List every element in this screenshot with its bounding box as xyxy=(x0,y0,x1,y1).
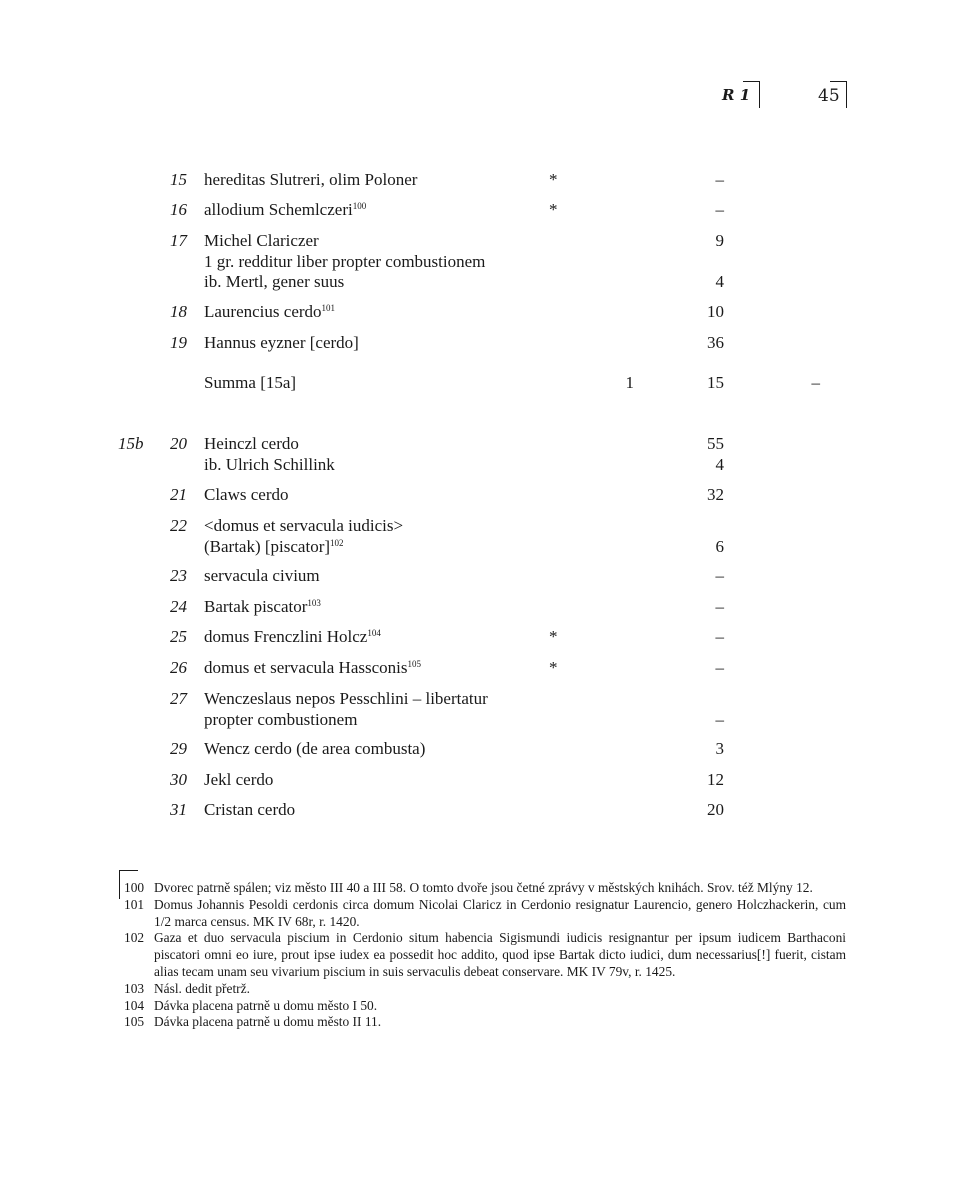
entry-line xyxy=(0,252,960,273)
footnote-text: Dávka placena patrně u domu město I 50. xyxy=(154,997,378,1013)
footnote-ref: 102 xyxy=(330,537,344,548)
table-row xyxy=(0,485,960,506)
entry-text: Heinczl cerdo xyxy=(204,434,299,453)
entry-line xyxy=(0,272,960,293)
table-row xyxy=(0,800,960,821)
entry-text: servacula civium xyxy=(204,566,320,585)
footnotes xyxy=(0,880,960,1031)
amount-col1: 1 xyxy=(625,373,634,392)
entry-number: 24 xyxy=(170,597,187,616)
entry-text: ib. Ulrich Schillink xyxy=(204,454,335,474)
entry-text: Cristan cerdo xyxy=(204,800,296,819)
footnote-ref: 103 xyxy=(307,598,321,608)
entry-number: 15 xyxy=(170,170,187,189)
entry-number: 18 xyxy=(170,302,187,321)
entry-number: 16 xyxy=(170,200,187,219)
entry-text: domus Frenczlini Holcz$^{104}$ xyxy=(204,627,381,646)
table-row xyxy=(0,658,960,679)
entry-number: 27 xyxy=(170,689,187,708)
footnote-ref: 100 xyxy=(352,201,367,211)
amount-col2: 32 xyxy=(707,485,724,504)
footnote-text: Dvorec patrně spálen; viz město III 40 a III 58. O tomto dvoře jsou četné zprávy v městských knihách. Srov. též Mlýny 12. xyxy=(154,880,813,895)
entry-number: 19 xyxy=(170,333,187,352)
table-row xyxy=(0,739,960,760)
footnote xyxy=(0,1014,960,1031)
table-row xyxy=(0,200,960,221)
amount-col2: 6 xyxy=(715,536,724,556)
amount-col2: 9 xyxy=(715,231,724,250)
entry-number: 22 xyxy=(170,516,187,535)
footnote-ref: 105 xyxy=(407,659,421,669)
entry-number: 23 xyxy=(170,566,187,585)
entry-line xyxy=(0,627,960,648)
footnote xyxy=(0,880,960,897)
amount-col2: – xyxy=(715,658,724,677)
footnote-number: 101 xyxy=(124,896,145,912)
entry-number: 25 xyxy=(170,627,187,646)
entry-line xyxy=(0,333,960,354)
asterisk-mark: * xyxy=(549,627,558,646)
entry-text: Michel Clariczer xyxy=(204,231,319,250)
footnote xyxy=(0,930,960,980)
table-row xyxy=(0,627,960,648)
entry-text: Wenczeslaus nepos Pesschlini – libertatur xyxy=(204,689,488,708)
entry-number: 29 xyxy=(170,739,187,758)
entry-line xyxy=(0,302,960,323)
entry-line xyxy=(0,689,960,710)
amount-col2: 4 xyxy=(715,454,724,474)
amount-col2: – xyxy=(715,627,724,646)
amount-col3: – xyxy=(811,373,820,392)
page-number: 45 xyxy=(818,86,840,106)
entry-line xyxy=(0,658,960,679)
entry-text: Claws cerdo xyxy=(204,485,289,504)
amount-col2: – xyxy=(715,200,724,219)
page-number-bracket xyxy=(830,81,847,108)
amount-col2: 10 xyxy=(707,302,724,321)
amount-col2: 4 xyxy=(715,272,724,291)
entry-line xyxy=(0,597,960,618)
table-row xyxy=(0,333,960,354)
entry-line xyxy=(0,710,960,731)
entry-text: 1 gr. redditur liber propter combustionem xyxy=(204,251,486,271)
entry-line xyxy=(0,516,960,537)
amount-col2: 20 xyxy=(707,800,724,819)
entry-line xyxy=(0,485,960,506)
footnote-number: 103 xyxy=(124,980,145,996)
entry-number: 26 xyxy=(170,658,187,677)
entry-line xyxy=(0,170,960,191)
entry-text: Wencz cerdo (de area combusta) xyxy=(204,739,426,758)
entry-number: 21 xyxy=(170,485,187,504)
amount-col2: – xyxy=(715,709,724,729)
amount-col2: 3 xyxy=(715,739,724,758)
footnote-text: Domus Johannis Pesoldi cerdonis circa domum Nicolai Claricz in Cerdonio resignatur Laurencio, genero Holczhackerin, cum 1/2 marca census. MK IV 68r, r. 1420. xyxy=(154,896,846,929)
table-row xyxy=(0,516,960,557)
asterisk-mark: * xyxy=(549,200,558,219)
table-row xyxy=(0,170,960,191)
entry-line xyxy=(0,373,960,394)
entry-text: hereditas Slutreri, olim Poloner xyxy=(204,170,418,189)
amount-col2: 36 xyxy=(707,333,724,352)
footnote-number: 100 xyxy=(124,880,145,895)
entry-text: (Bartak) [piscator]$^{102}$ xyxy=(204,536,344,556)
entry-text: domus et servacula Hassconis$^{105}$ xyxy=(204,658,421,677)
footnote-text: Násl. dedit přetrž. xyxy=(154,980,250,996)
asterisk-mark: * xyxy=(549,658,558,677)
entry-line xyxy=(0,434,960,455)
entry-text: Laurencius cerdo$^{101}$ xyxy=(204,302,336,321)
entry-text: ib. Mertl, gener suus xyxy=(204,272,345,291)
entry-line xyxy=(0,231,960,252)
amount-col2: 12 xyxy=(707,770,724,789)
footnote xyxy=(0,998,960,1015)
entry-text: Summa [15a] xyxy=(204,373,297,392)
entry-number: 30 xyxy=(170,770,187,789)
table-row xyxy=(0,231,960,293)
entry-text: allodium Schemlczeri$^{100}$ xyxy=(204,200,367,219)
entry-line xyxy=(0,800,960,821)
amount-col2: 55 xyxy=(707,434,724,453)
section-code: R 1 xyxy=(722,86,751,104)
footnote xyxy=(0,981,960,998)
entry-line xyxy=(0,200,960,221)
footnote-number: 104 xyxy=(124,997,145,1013)
entry-line xyxy=(0,739,960,760)
amount-col2: – xyxy=(715,170,724,189)
footnote-ref: 101 xyxy=(321,303,336,313)
entry-text: Bartak piscator$^{103}$ xyxy=(204,597,321,616)
folio-marker: 15b xyxy=(118,434,144,453)
table-row xyxy=(0,434,960,475)
amount-col2: 15 xyxy=(707,373,724,392)
table-row xyxy=(0,597,960,618)
entry-line xyxy=(0,455,960,476)
table-row xyxy=(0,566,960,587)
entry-number: 20 xyxy=(170,434,187,453)
entry-text: propter combustionem xyxy=(204,709,358,729)
entry-line xyxy=(0,537,960,558)
asterisk-mark: * xyxy=(549,170,558,189)
amount-col2: – xyxy=(715,597,724,616)
table-row xyxy=(0,770,960,791)
entry-number: 31 xyxy=(170,800,187,819)
table-row xyxy=(0,689,960,730)
entry-line xyxy=(0,770,960,791)
footnote-number: 105 xyxy=(124,1014,145,1030)
table-row xyxy=(0,373,960,394)
entry-text: Hannus eyzner [cerdo] xyxy=(204,333,359,352)
footnote-text: Gaza et duo servacula piscium in Cerdonio situm habencia Sigismundi iudicis resignantur per ipsum iudicem Barthaconi piscatori omni eo iure, prout ipse iudex ea possedit hoc addito, quod ipse Bartak dicto iudici, dum necessarius[!] fuerit, cistam alias tecam unam seu vivarium piscium in suis servaculis debeat conservare. MK IV 79v, r. 1425. xyxy=(154,930,846,979)
entry-text: Jekl cerdo xyxy=(204,770,274,789)
entry-text: <domus et servacula iudicis> xyxy=(204,516,404,535)
entry-number: 17 xyxy=(170,231,187,250)
amount-col2: – xyxy=(715,566,724,585)
entry-line xyxy=(0,566,960,587)
footnote-ref: 104 xyxy=(367,628,381,638)
footnote-number: 102 xyxy=(124,930,145,946)
footnote xyxy=(0,897,960,931)
table-row xyxy=(0,302,960,323)
footnote-text: Dávka placena patrně u domu město II 11. xyxy=(154,1014,382,1030)
section-code-bracket xyxy=(743,81,760,108)
